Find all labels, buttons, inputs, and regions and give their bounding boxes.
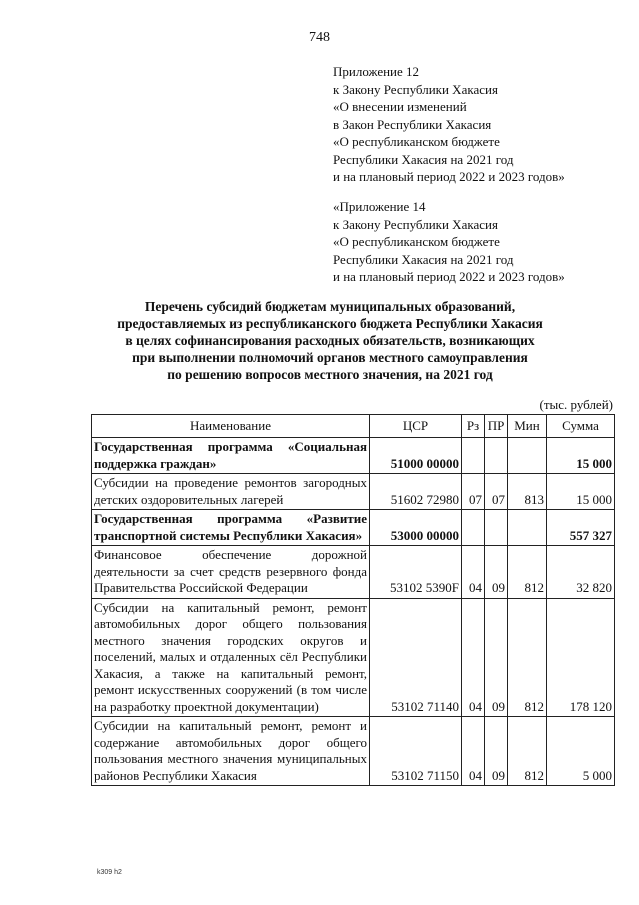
row-name: Субсидии на капитальный ремонт, ремонт и содержание автомобильных дорог общего пользования местного значения муниципальных районов Республики Хакасия: [92, 717, 370, 786]
header-sum: Сумма: [547, 415, 615, 438]
table-row: [92, 717, 615, 786]
row-pr: 09: [485, 598, 508, 717]
row-min: 813: [508, 474, 547, 510]
row-csr: 51000 00000: [370, 438, 462, 474]
appendix-line: и на плановый период 2022 и 2023 годов»: [333, 169, 565, 184]
title-line: предоставляемых из республиканского бюджета Республики Хакасия: [117, 316, 543, 331]
row-rz: 04: [462, 717, 485, 786]
table-row: [92, 546, 615, 599]
title-line: Перечень субсидий бюджетам муниципальных образований,: [144, 299, 516, 314]
appendix-line: и на плановый период 2022 и 2023 годов»: [333, 269, 565, 284]
appendix-line: «О республиканском бюджете: [333, 234, 500, 249]
header-pr: ПР: [485, 415, 508, 438]
appendix-14-header: [333, 198, 565, 286]
row-min: 812: [508, 717, 547, 786]
header-min: Мин: [508, 415, 547, 438]
row-csr: 53102 71150: [370, 717, 462, 786]
row-pr: 09: [485, 717, 508, 786]
table-row: [92, 438, 615, 474]
appendix-line: Республики Хакасия на 2021 год: [333, 151, 514, 167]
table-row: [92, 474, 615, 510]
row-min: [508, 510, 547, 546]
row-pr: [485, 438, 508, 474]
appendix-line: Республики Хакасия на 2021 год: [333, 251, 514, 267]
row-rz: 04: [462, 598, 485, 717]
row-csr: 53102 5390F: [370, 546, 462, 599]
header-csr: ЦСР: [370, 415, 462, 438]
units-label: (тыс. рублей): [539, 397, 613, 412]
row-name: Субсидии на проведение ремонтов загородных детских оздоровительных лагерей: [92, 474, 370, 510]
appendix-line: в Закон Республики Хакасия: [333, 116, 492, 132]
document-title: [60, 298, 600, 383]
row-sum: 178 120: [547, 598, 615, 717]
appendix-line: «О республиканском бюджете: [333, 134, 500, 149]
row-min: [508, 438, 547, 474]
row-name: Государственная программа «Развитие транспортной системы Республики Хакасия»: [92, 510, 370, 546]
row-sum: 15 000: [547, 474, 615, 510]
appendix-12-header: [333, 63, 565, 186]
page-number: 748: [309, 30, 330, 45]
table-row: [92, 510, 615, 546]
row-rz: [462, 438, 485, 474]
row-min: 812: [508, 598, 547, 717]
row-rz: 07: [462, 474, 485, 510]
row-sum: 32 820: [547, 546, 615, 599]
row-name: Государственная программа «Социальная поддержка граждан»: [92, 438, 370, 474]
appendix-line: Приложение 12: [333, 64, 420, 79]
row-name: Финансовое обеспечение дорожной деятельности за счет средств резервного фонда Правительства Российской Федерации: [92, 546, 370, 599]
row-min: 812: [508, 546, 547, 599]
row-sum: 557 327: [547, 510, 615, 546]
title-line: при выполнении полномочий органов местного самоуправления: [132, 350, 528, 365]
appendix-line: «Приложение 14: [333, 199, 426, 214]
row-name: Субсидии на капитальный ремонт, ремонт автомобильных дорог общего пользования местного значения городских округов и поселений, малых и отдаленных сёл Республики Хакасия, а также на капитальный ремонт, ремонт искусственных сооружений (в том числе на разработку проектной документации): [92, 598, 370, 717]
row-sum: 5 000: [547, 717, 615, 786]
title-line: в целях софинансирования расходных обязательств, возникающих: [125, 333, 535, 348]
table-header-row: [92, 415, 615, 438]
table-row: [92, 598, 615, 717]
appendix-line: к Закону Республики Хакасия: [333, 216, 498, 232]
document-stamp: k309 h2: [97, 869, 122, 876]
header-rz: Рз: [462, 415, 485, 438]
row-rz: 04: [462, 546, 485, 599]
title-line: по решению вопросов местного значения, на 2021 год: [167, 367, 493, 382]
row-csr: 53102 71140: [370, 598, 462, 717]
appendix-line: «О внесении изменений: [333, 99, 467, 114]
row-sum: 15 000: [547, 438, 615, 474]
appendix-line: к Закону Республики Хакасия: [333, 81, 498, 97]
header-name: Наименование: [92, 415, 370, 438]
row-csr: 51602 72980: [370, 474, 462, 510]
row-pr: [485, 510, 508, 546]
subsidy-table: [91, 414, 615, 786]
row-pr: 07: [485, 474, 508, 510]
row-rz: [462, 510, 485, 546]
row-pr: 09: [485, 546, 508, 599]
row-csr: 53000 00000: [370, 510, 462, 546]
